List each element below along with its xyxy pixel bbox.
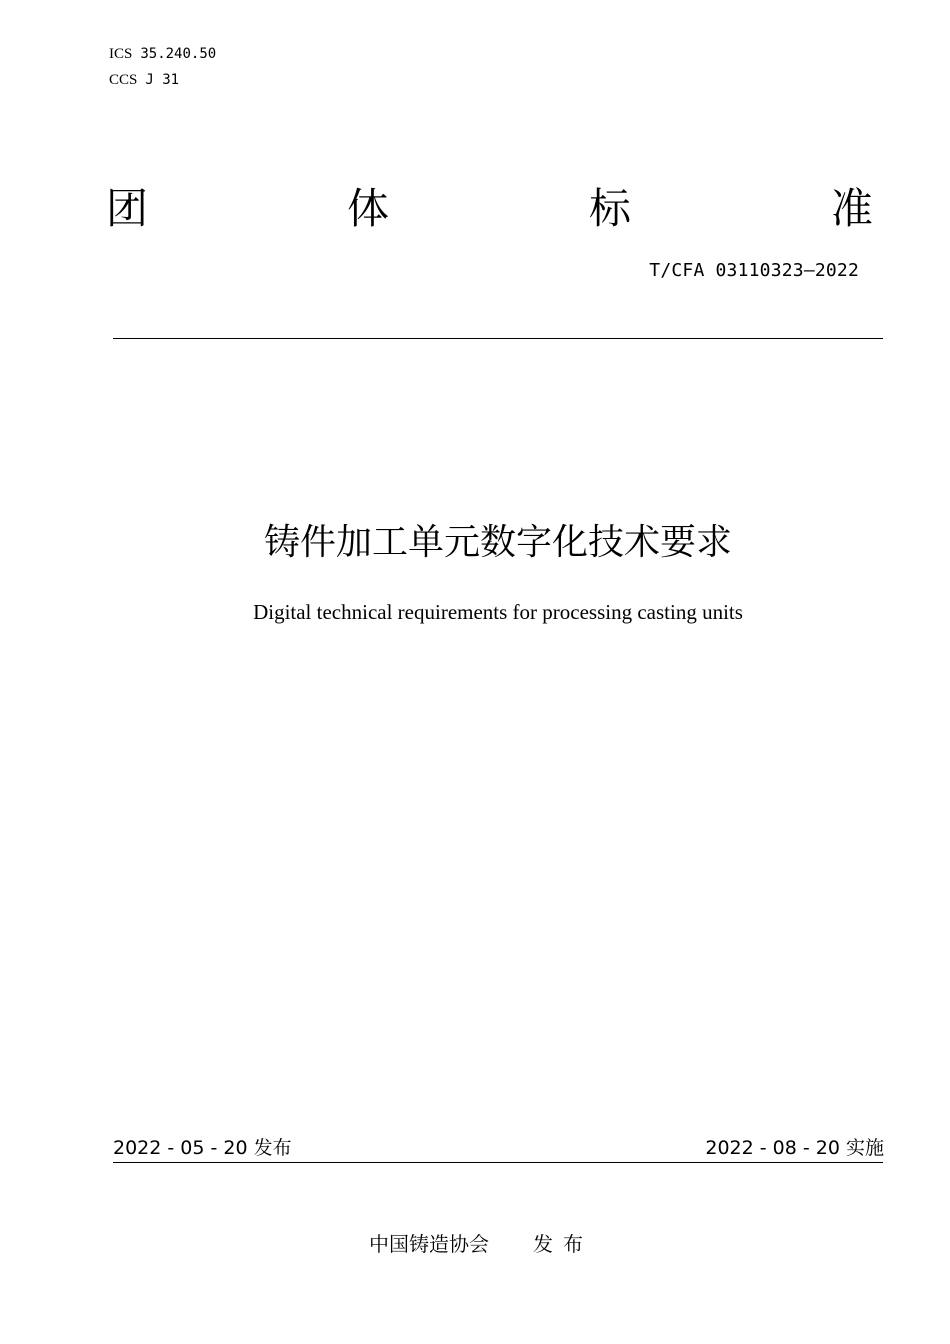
publisher-name: 中国铸造协会 xyxy=(369,1232,489,1256)
header-divider xyxy=(113,338,883,339)
publish-date: 2022 - 05 - 20 发布 xyxy=(113,1137,292,1159)
standard-number: T/CFA 03110323—2022 xyxy=(649,260,859,281)
document-title-chinese: 铸件加工单元数字化技术要求 xyxy=(263,522,732,563)
standard-type-char-1: 团 xyxy=(106,184,149,233)
ccs-code xyxy=(109,72,179,89)
ccs-value: J 31 xyxy=(145,72,180,88)
standard-type-char-3: 标 xyxy=(589,184,632,233)
ics-label: ICS xyxy=(109,46,133,62)
standard-type-char-2: 体 xyxy=(347,184,390,233)
implement-date: 2022 - 08 - 20 实施 xyxy=(705,1137,884,1159)
document-title-english: Digital technical requirements for processing casting units xyxy=(253,600,743,624)
ics-code xyxy=(109,46,216,63)
footer-divider xyxy=(113,1162,883,1163)
standard-type-char-4: 准 xyxy=(831,184,874,233)
issue-label: 发布 xyxy=(533,1232,593,1256)
publisher-line xyxy=(369,1228,593,1257)
ccs-label: CCS xyxy=(109,72,138,88)
ics-value: 35.240.50 xyxy=(140,46,217,62)
